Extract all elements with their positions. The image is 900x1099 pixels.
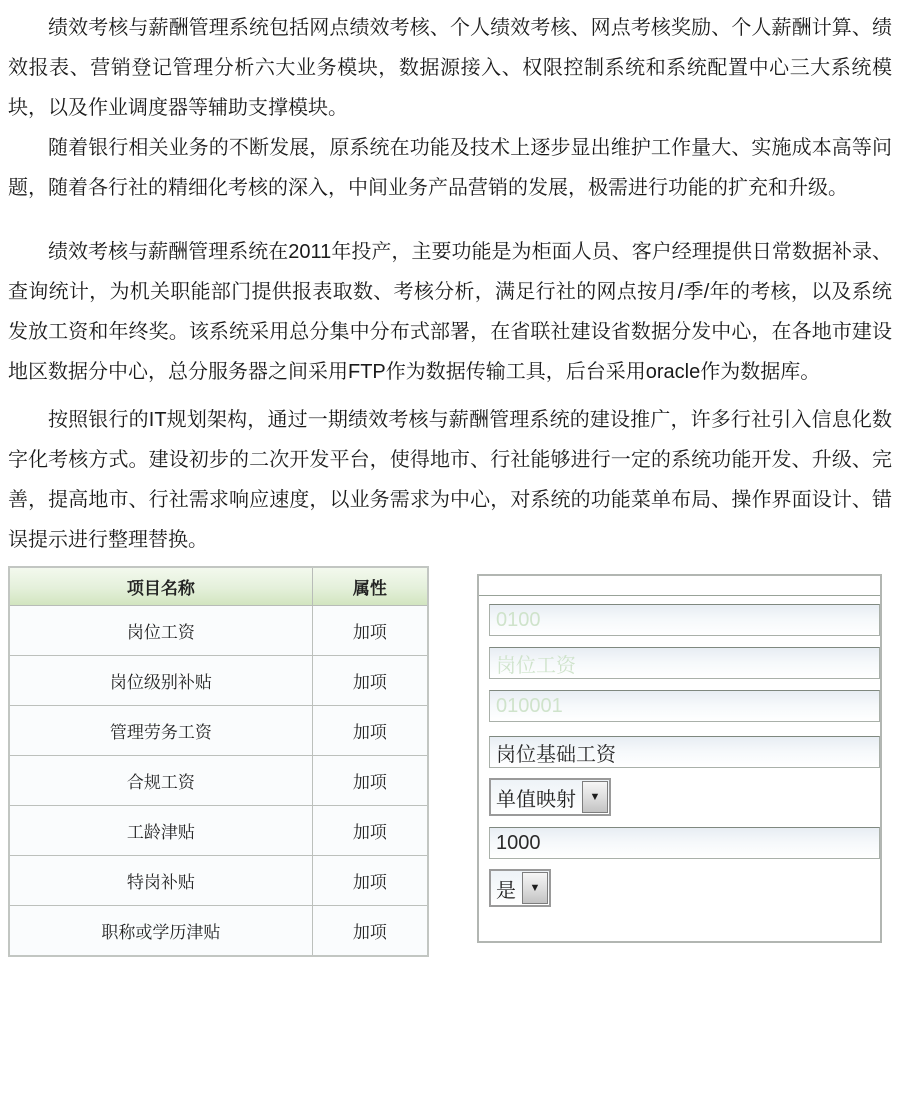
- paragraph-4: 按照银行的IT规划架构，通过一期绩效考核与薪酬管理系统的建设推广，许多行社引入信息化数字化考核方式。建设初步的二次开发平台，使得地市、行社能够进行一定的系统功能开发、升级、完善，提高地市、行社需求响应速度，以业务需求为中心，对系统的功能菜单布局、操作界面设计、错误提示进行整理替换。: [8, 409, 892, 551]
- chevron-down-icon: ▼: [589, 790, 601, 803]
- panel-top-divider: [479, 576, 880, 596]
- item-detail-form-panel: [477, 574, 882, 943]
- table-row: [9, 806, 428, 856]
- item-name-cell: 岗位级别补贴: [9, 656, 312, 706]
- item-name-cell: 管理劳务工资: [9, 706, 312, 756]
- item-attr-cell: 加项: [312, 756, 428, 806]
- header-attribute: 属性: [312, 567, 428, 606]
- item-attr-cell: 加项: [312, 656, 428, 706]
- paragraph-2: 随着银行相关业务的不断发展，原系统在功能及技术上逐步显出维护工作量大、实施成本高等问题，随着各行社的精细化考核的深入，中间业务产品营销的发展，极需进行功能的扩充和升级。: [8, 137, 892, 199]
- item-name-cell: 工龄津贴: [9, 806, 312, 856]
- amount-field[interactable]: [489, 827, 880, 859]
- header-item-name: 项目名称: [9, 567, 312, 606]
- table-row: [9, 856, 428, 906]
- table-row: [9, 756, 428, 806]
- confirm-flag-select[interactable]: [489, 869, 551, 907]
- salary-items-table: [8, 566, 429, 957]
- item-base-name-field[interactable]: [489, 736, 880, 768]
- figures-row: [0, 566, 900, 957]
- mapping-type-value: 单值映射: [496, 788, 576, 811]
- item-group-name-field: [489, 647, 880, 679]
- item-name-cell: 职称或学历津贴: [9, 906, 312, 957]
- item-name-cell: 合规工资: [9, 756, 312, 806]
- mapping-type-dropdown-button[interactable]: [582, 781, 608, 813]
- item-name-cell: 岗位工资: [9, 606, 312, 656]
- confirm-flag-dropdown-button[interactable]: [522, 872, 548, 904]
- chevron-down-icon: ▼: [529, 881, 541, 894]
- item-attr-cell: 加项: [312, 906, 428, 957]
- item-attr-cell: 加项: [312, 706, 428, 756]
- table-row: [9, 656, 428, 706]
- table-header-row: [9, 567, 428, 606]
- mapping-type-select[interactable]: [489, 778, 611, 816]
- item-code-prefix-field: [489, 604, 880, 636]
- table-row: [9, 706, 428, 756]
- item-name-cell: 特岗补贴: [9, 856, 312, 906]
- item-code-field: [489, 690, 880, 722]
- item-attr-cell: 加项: [312, 806, 428, 856]
- paragraph-3: 绩效考核与薪酬管理系统在2011年投产，主要功能是为柜面人员、客户经理提供日常数据补录、查询统计，为机关职能部门提供报表取数、考核分析，满足行社的网点按月/季/年的考核，以及系统发放工资和年终奖。该系统采用总分集中分布式部署，在省联社建设省数据分发中心，在各地市建设地区数据分中心，总分服务器之间采用FTP作为数据传输工具，后台采用oracle作为数据库。: [8, 241, 892, 383]
- paragraph-1: 绩效考核与薪酬管理系统包括网点绩效考核、个人绩效考核、网点考核奖励、个人薪酬计算、绩效报表、营销登记管理分析六大业务模块，数据源接入、权限控制系统和系统配置中心三大系统模块，以及作业调度器等辅助支撑模块。: [8, 17, 892, 119]
- item-attr-cell: 加项: [312, 606, 428, 656]
- item-attr-cell: 加项: [312, 856, 428, 906]
- confirm-flag-value: 是: [496, 879, 516, 902]
- table-row: [9, 606, 428, 656]
- table-row: [9, 906, 428, 957]
